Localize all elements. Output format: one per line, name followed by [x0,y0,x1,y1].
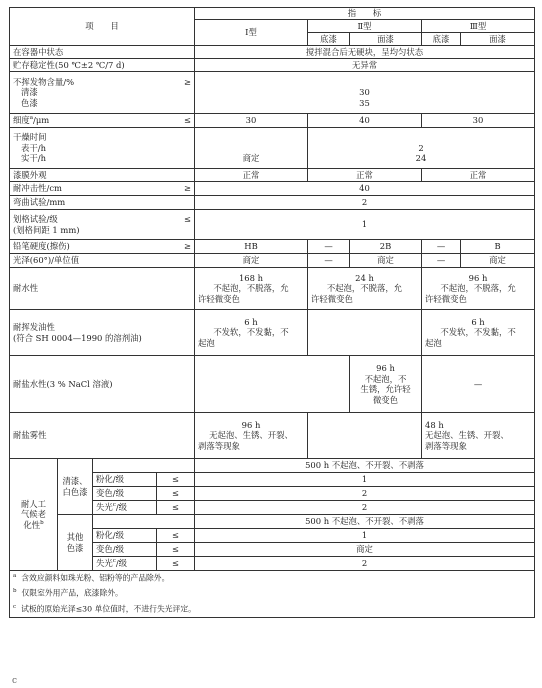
saltspray-t1-time: 96 h [241,419,261,430]
header-t3-top: 面漆 [461,33,535,46]
saltwater-t2-top [350,356,422,413]
gloss-t2-base: — [308,254,350,268]
header-row-1 [10,8,535,20]
weathering-g1-blank [93,459,195,473]
footnote-a-mark: a [13,573,17,579]
gasoline-t2-empty [308,310,422,356]
header-t3-base: 底漆 [422,33,461,46]
film-t3: 正常 [422,169,535,182]
water-t1 [195,268,308,310]
gasoline-t3-time: 6 h [471,316,485,327]
pencil-t2-top: 2B [350,240,422,254]
water-t1-time: 168 h [238,272,264,283]
weathering-sup: b [40,519,44,526]
gasoline-label2: (符合 SH 0004—1990 的溶剂油) [13,332,142,343]
gloss-loss-unit: /级 [115,502,128,513]
fineness-t2: 40 [308,114,422,128]
weathering-g2-color-label: 变色/级 [93,543,157,557]
row-saltwater [10,356,535,413]
le-symbol: ≤ [183,115,191,126]
water-t2-time: 24 h [355,272,374,283]
corner-mark: c [12,676,18,686]
crosscut-label2: (划格间距 1 mm) [13,224,80,235]
fineness-t3: 30 [422,114,535,128]
row-gloss [10,254,535,268]
storage-label: 贮存稳定性(50 ℃±2 ℃/7 d) [10,59,195,72]
nonvolatile-color-value: 35 [359,97,370,108]
gasoline-t1-line2: 起泡 [198,337,215,348]
header-item: 项 目 [10,8,195,46]
saltwater-time: 96 h [376,363,395,373]
le-symbol: ≤ [157,487,195,501]
weathering-g1-gloss-label [93,501,157,515]
water-t3 [422,268,535,310]
drying-hard: 实干/h [21,153,46,164]
spec-table [9,7,535,618]
weathering-g1-gloss-value: 2 [195,501,535,515]
fineness-sup: a [29,115,34,122]
ge-symbol: ≥ [183,183,191,194]
le-symbol: ≤ [157,529,195,543]
weathering-g1-color-label: 变色/级 [93,487,157,501]
water-t1-line2: 许轻微变色 [198,293,240,304]
footnote-c-text: 试板的原始光泽≤30 单位值时，不进行失光评定。 [21,604,196,614]
saltwater-line2: 生锈，允许轻 [360,384,411,394]
weathering-g2-gloss-value: 2 [195,557,535,571]
saltwater-empty [195,356,350,413]
gasoline-label: 耐挥发油性 [13,322,55,332]
gloss-loss-text: 失光 [96,502,113,513]
le-symbol: ≤ [157,543,195,557]
pencil-label: 铅笔硬度(擦伤) [13,241,70,252]
row-weathering-g2-main [10,515,535,529]
container-label: 在容器中状态 [10,46,195,59]
weathering-g1-line2: 白色漆 [62,486,88,497]
fineness-label: 细度 [13,115,30,126]
row-film [10,169,535,182]
gasoline-t3-line1: 不发软，不发黏，不 [440,327,516,338]
weathering-g2-line1: 其他 [66,532,84,542]
water-t1-line1: 不起泡，不脱落，允 [213,283,289,294]
row-storage [10,59,535,72]
drying-surface: 表干/h [21,142,46,153]
weathering-g2-label [58,515,93,571]
footnote-b [13,586,531,601]
pencil-t1: HB [195,240,308,254]
film-label: 漆膜外观 [10,169,195,182]
impact-value: 40 [195,182,535,196]
row-container [10,46,535,59]
pencil-label-cell [10,240,195,254]
saltspray-label: 耐盐雾性 [10,413,195,459]
weathering-g1-chalk-value: 1 [195,473,535,487]
weathering-label-cell [10,459,58,571]
water-t3-line1: 不起泡，不脱落，允 [440,283,516,294]
footnote-a [13,571,531,586]
saltspray-t1-line2: 剥落等现象 [198,440,240,451]
gloss-t1: 商定 [195,254,308,268]
water-t3-line2: 许轻微变色 [425,293,467,304]
nonvolatile-label-cell [10,72,195,114]
nonvolatile-clear: 清漆 [21,87,38,98]
le-symbol: ≤ [157,501,195,515]
header-type3: Ⅲ型 [422,20,535,33]
footnote-a-text: 含效应颜料如珠光粉、铝粉等的产品除外。 [21,573,170,583]
water-t3-time: 96 h [468,272,488,283]
film-t2: 正常 [308,169,422,182]
saltwater-t3-dash: — [422,356,535,413]
row-crosscut [10,210,535,240]
crosscut-label: 划格试验/级 [13,214,58,224]
gloss-loss-sup: c [112,558,116,565]
footnote-c [13,602,531,617]
impact-label: 耐冲击性/cm [13,183,62,194]
row-gasoline [10,310,535,356]
saltspray-t3-time: 48 h [425,419,444,430]
header-t2-base: 底漆 [308,33,350,46]
header-type2: Ⅱ型 [308,20,422,33]
header-t2-top: 面漆 [350,33,422,46]
film-t1: 正常 [195,169,308,182]
weathering-g2-chalk-label: 粉化/级 [93,529,157,543]
weathering-g1-line1: 清漆、 [62,476,88,486]
gasoline-t3-line2: 起泡 [425,337,442,348]
gasoline-t1-time: 6 h [244,316,258,327]
nonvolatile-label: 不挥发物含量/% [13,76,75,87]
pencil-t3-top: B [461,240,535,254]
footnote-c-mark: c [13,603,17,610]
gloss-loss-text: 失光 [96,558,113,569]
fineness-label-cell [10,114,195,128]
le-symbol: ≤ [157,557,195,571]
nonvolatile-color: 色漆 [21,97,38,108]
bending-value: 2 [195,196,535,210]
gloss-loss-sup: c [112,502,116,509]
weathering-label-2: 气候老 [20,509,47,520]
saltwater-line3: 微变色 [372,394,399,405]
le-symbol: ≤ [183,214,191,224]
drying-label-cell [10,128,195,169]
saltspray-t1 [195,413,308,459]
bending-label: 弯曲试验/mm [10,196,195,210]
crosscut-label-cell [10,210,195,240]
gloss-loss-unit: /级 [115,558,128,569]
drying-t1 [195,128,308,169]
crosscut-value: 1 [195,210,535,240]
water-label: 耐水性 [10,268,195,310]
gloss-t2-top: 商定 [350,254,422,268]
saltspray-t2-empty [308,413,422,459]
row-drying [10,128,535,169]
weathering-g1-main: 500 h 不起泡、不开裂、不剥落 [195,459,535,473]
storage-value: 无异常 [195,59,535,72]
weathering-g1-label [58,459,93,515]
weathering-g2-blank [93,515,195,529]
ge-symbol: ≥ [183,76,191,87]
water-t2-line1: 不起泡，不脱落，允 [326,283,403,294]
nonvolatile-values [195,72,535,114]
weathering-g1-chalk-label: 粉化/级 [93,473,157,487]
weathering-g2-line2: 色漆 [66,542,84,553]
row-bending [10,196,535,210]
footnote-b-text: 仅限室外用产品，底漆除外。 [21,589,123,598]
nonvolatile-clear-value: 30 [359,87,370,98]
drying-label: 干燥时间 [13,132,47,143]
saltspray-t3 [422,413,535,459]
row-nonvolatile [10,72,535,114]
weathering-g2-chalk-value: 1 [195,529,535,543]
row-footnotes [10,571,535,618]
drying-hard-t1: 商定 [242,153,260,164]
row-fineness [10,114,535,128]
footnotes [10,571,535,618]
water-t2 [308,268,422,310]
saltwater-line1: 不起泡，不 [364,373,407,384]
weathering-g2-main: 500 h 不起泡、不开裂、不剥落 [195,515,535,529]
fineness-unit: /μm [33,115,50,126]
row-saltspray [10,413,535,459]
ge-symbol: ≥ [183,241,191,252]
drying-hard-value: 24 [415,153,427,164]
water-t2-line2: 许轻微变色 [311,293,353,304]
gloss-t3-base: — [422,254,461,268]
header-type1: Ⅰ型 [195,20,308,46]
le-symbol: ≤ [157,473,195,487]
container-value: 搅拌混合后无硬块，呈均匀状态 [195,46,535,59]
saltspray-t3-line1: 无起泡、生锈、开裂、 [425,430,509,441]
row-impact [10,182,535,196]
fineness-t1: 30 [195,114,308,128]
saltwater-label: 耐盐水性(3 % NaCl 溶液) [10,356,195,413]
gasoline-t1-line1: 不发软，不发黏，不 [213,327,289,338]
row-pencil [10,240,535,254]
weathering-g2-gloss-label [93,557,157,571]
saltspray-t3-line2: 剥落等现象 [425,440,467,451]
drying-surface-value: 2 [418,142,424,153]
gloss-t3-top: 商定 [461,254,535,268]
weathering-g1-color-value: 2 [195,487,535,501]
saltspray-t1-line1: 无起泡、生锈、开裂、 [209,430,293,441]
row-weathering-g1-main [10,459,535,473]
gasoline-label-cell [10,310,195,356]
gloss-label: 光泽(60°)/单位值 [10,254,195,268]
gasoline-t1 [195,310,308,356]
row-water [10,268,535,310]
footnote-b-mark: b [13,588,17,595]
weathering-label-1: 耐人工 [20,498,47,509]
drying-others [308,128,535,169]
gasoline-t3 [422,310,535,356]
impact-label-cell [10,182,195,196]
weathering-g2-color-value: 商定 [195,543,535,557]
weathering-label-3: 化性 [23,519,41,530]
header-indicator: 指 标 [195,8,535,20]
pencil-t3-base: — [422,240,461,254]
pencil-t2-base: — [308,240,350,254]
